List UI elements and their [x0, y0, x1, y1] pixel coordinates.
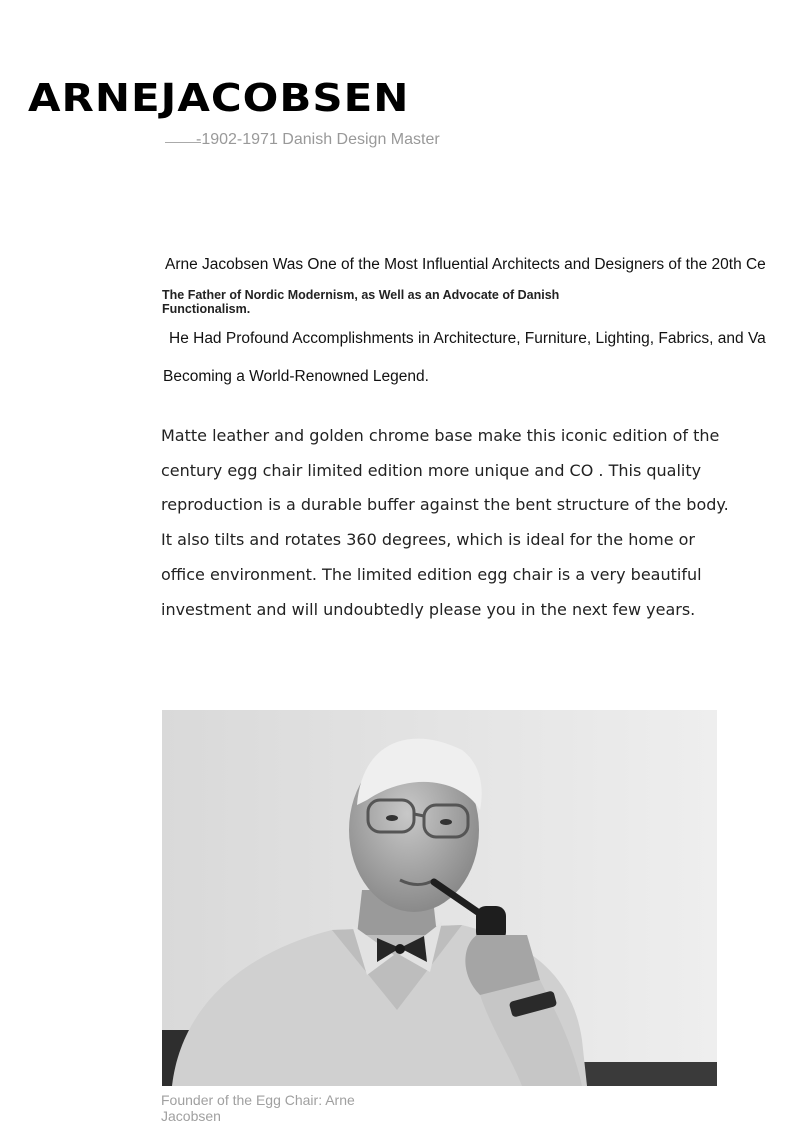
portrait-photo — [162, 710, 717, 1086]
brand-logo: ARNEJACOBSEN — [28, 75, 410, 121]
intro-subline: The Father of Nordic Modernism, as Well as an Advocate of Danish Functionalism. — [162, 288, 560, 316]
product-description: Matte leather and golden chrome base make this iconic edition of the century egg chair limited edition more unique and CO . This quality reproduction is a durable buffer against the bent structure of the body. It also tilts and rotates 360 degrees, which is ideal for the home or office environment. The limited edition egg chair is a very beautiful investment and will undoubtedly please you in the next few years. — [161, 426, 729, 619]
portrait-illustration — [162, 710, 717, 1086]
intro-headline-2: He Had Profound Accomplishments in Architecture, Furniture, Lighting, Fabrics, and Va — [169, 330, 766, 347]
photo-caption: Founder of the Egg Chair: Arne Jacobsen — [161, 1092, 355, 1124]
intro-headline-1: Arne Jacobsen Was One of the Most Influential Architects and Designers of the 20th Ce — [165, 256, 766, 273]
page-subtitle: -1902-1971 Danish Design Master — [196, 131, 440, 148]
intro-headline-3: Becoming a World-Renowned Legend. — [163, 368, 429, 385]
